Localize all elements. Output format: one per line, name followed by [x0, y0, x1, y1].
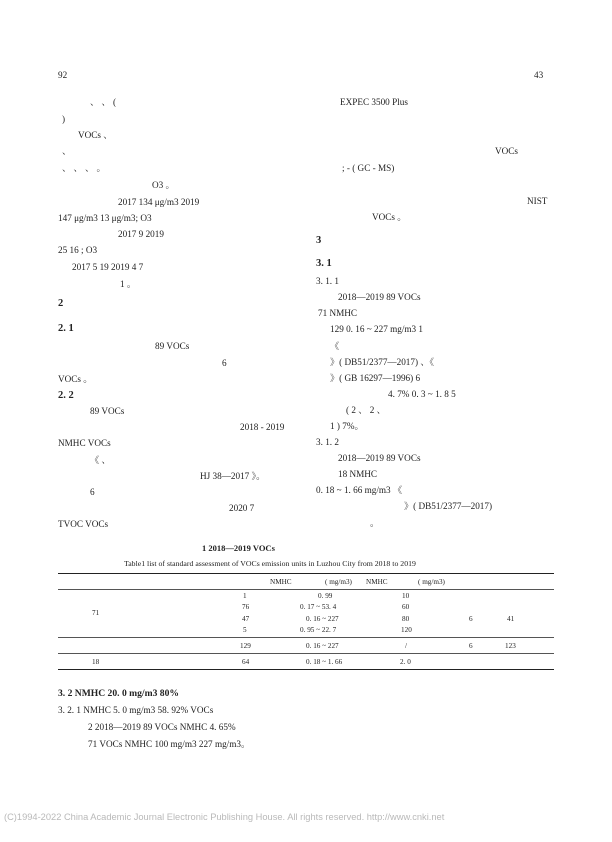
body-line: 2 2018—2019 89 VOCs NMHC 4. 65% [88, 722, 236, 732]
table-cell: 0. 17 ~ 53. 4 [300, 603, 337, 611]
left-line: 147 μg/m3 13 μg/m3; O3 [58, 213, 152, 223]
table-cell: 5 [243, 626, 247, 634]
left-line: 1 。 [120, 279, 137, 289]
right-line: 。 [370, 518, 380, 528]
left-line: 、 、 ( [90, 97, 117, 107]
table-cell: 41 [507, 615, 515, 623]
section-heading: 2. 1 [58, 323, 74, 334]
right-line: 》( DB51/2377—2017) 、《 [330, 357, 435, 367]
right-line: 2018—2019 89 VOCs [338, 453, 421, 463]
right-line: NIST [527, 196, 548, 206]
table-row-rule [58, 637, 554, 638]
right-line: 3. 1. 1 [316, 276, 339, 286]
body-line: 3. 2. 1 NMHC 5. 0 mg/m3 58. 92% VOCs [58, 705, 214, 715]
table-row-rule [58, 653, 554, 654]
section-heading: 3. 2 NMHC 20. 0 mg/m3 80% [58, 688, 179, 699]
table-cell: / [405, 642, 407, 650]
left-line: 2020 7 [229, 503, 255, 513]
right-line: 0. 18 ~ 1. 66 mg/m3 《 [316, 485, 403, 495]
table-caption-en: Table1 list of standard assessment of VOCs emission units in Luzhou City from 2018 to 2019 [124, 559, 416, 568]
table-group-label: 18 [92, 658, 100, 666]
table-cell: 10 [402, 592, 410, 600]
section-heading: 3 [316, 235, 322, 246]
left-line: 89 VOCs [90, 406, 125, 416]
table-cell: 0. 16 ~ 227 [306, 615, 339, 623]
table-cell: 80 [402, 615, 410, 623]
table-cell: 0. 16 ~ 227 [306, 642, 339, 650]
left-line: 2017 5 19 2019 4 7 [72, 262, 144, 272]
table-cell: 6 [469, 615, 473, 623]
body-line: 71 VOCs NMHC 100 mg/m3 227 mg/m3。 [88, 739, 251, 749]
table-cell: 0. 95 ~ 22. 7 [300, 626, 337, 634]
table-cell: 2. 0 [400, 658, 411, 666]
table-bottom-rule [58, 669, 554, 670]
left-line: NMHC VOCs [58, 438, 111, 448]
table-cell: 6 [469, 642, 473, 650]
right-line: VOCs 。 [372, 212, 407, 222]
left-line: 2018 - 2019 [240, 422, 285, 432]
left-line: 6 [222, 358, 227, 368]
right-line: ( 2 、 2 、 [346, 405, 386, 415]
table-cell: 76 [242, 603, 250, 611]
left-line: 25 16 ; O3 [58, 245, 98, 255]
right-line: 129 0. 16 ~ 227 mg/m3 1 [330, 324, 424, 334]
page-number-left: 92 [58, 70, 68, 80]
right-line: 1 ) 7%。 [330, 421, 364, 431]
table-cell: 0. 18 ~ 1. 66 [306, 658, 343, 666]
section-heading: 2 [58, 298, 64, 309]
table-header: NMHC [366, 578, 388, 586]
left-line: ) [62, 114, 66, 124]
right-line: 4. 7% 0. 3 ~ 1. 8 5 [388, 389, 456, 399]
table-cell: 123 [505, 642, 516, 650]
table-cell: 60 [402, 603, 410, 611]
left-line: TVOC VOCs [58, 519, 109, 529]
table-top-rule [58, 573, 554, 574]
table-header: ( mg/m3) [325, 578, 352, 586]
left-line: HJ 38—2017 》。 [200, 471, 266, 481]
table-header: NMHC [270, 578, 292, 586]
left-line: O3 。 [152, 180, 175, 190]
left-line: 《 、 [90, 455, 111, 465]
right-line: 71 NMHC [318, 308, 358, 318]
table-group-label: 71 [92, 609, 100, 617]
right-line: 2018—2019 89 VOCs [338, 292, 421, 302]
left-line: 89 VOCs [155, 341, 190, 351]
right-line: 》( DB51/2377—2017) [404, 501, 493, 511]
right-line: ; - ( GC - MS) [342, 163, 395, 173]
section-heading: 2. 2 [58, 390, 74, 401]
right-line: VOCs [495, 146, 518, 156]
page-number-right: 43 [534, 70, 544, 80]
left-line: VOCs 、 [78, 130, 113, 140]
section-heading: 3. 1 [316, 258, 332, 269]
left-line: VOCs 。 [58, 374, 93, 384]
table-cell: 129 [240, 642, 251, 650]
left-line: 、 [62, 146, 72, 156]
table-cell: 47 [242, 615, 250, 623]
right-line: 3. 1. 2 [316, 437, 339, 447]
right-line: 》( GB 16297—1996) 6 [330, 373, 421, 383]
table-cell: 1 [243, 592, 247, 600]
table-header-rule [58, 589, 554, 590]
table-header: ( mg/m3) [418, 578, 445, 586]
table-caption: 1 2018—2019 VOCs [202, 543, 275, 553]
right-line: 《 [330, 341, 340, 351]
left-line: 2017 9 2019 [118, 229, 164, 239]
table-cell: 64 [242, 658, 250, 666]
copyright-watermark: (C)1994-2022 China Academic Journal Electronic Publishing House. All rights reserved. http://www.cnki.net [4, 812, 445, 822]
right-line: 18 NMHC [338, 469, 378, 479]
left-line: 、 、 、 。 [62, 163, 106, 173]
table-cell: 0. 99 [318, 592, 333, 600]
right-line: EXPEC 3500 Plus [340, 97, 408, 107]
table-cell: 120 [401, 626, 412, 634]
left-line: 2017 134 μg/m3 2019 [118, 197, 200, 207]
left-line: 6 [90, 487, 95, 497]
